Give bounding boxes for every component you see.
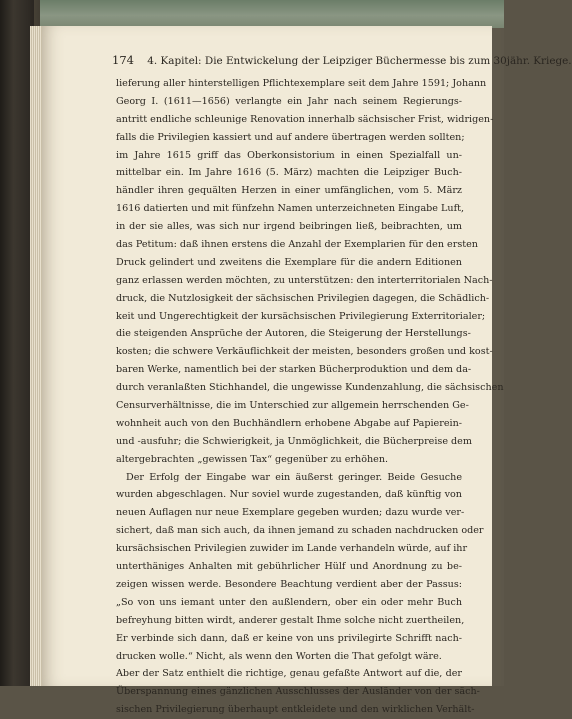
- text-line: die steigenden Ansprüche der Autoren, die Steigerung der Herstellungs-: [116, 328, 471, 340]
- text-line: kosten; die schwere Verkäuflichkeit der meisten, besonders großen und kost-: [116, 346, 493, 358]
- body-text: [116, 75, 504, 719]
- running-title: 4. Kapitel: Die Entwickelung der Leipziger Büchermesse bis zum 30jähr. Kriege.: [147, 55, 572, 67]
- text-line: Der Erfolg der Eingabe war ein äußerst geringer. Beide Gesuche: [126, 471, 462, 483]
- text-line: 1616 datierten und mit fünfzehn Namen unterzeichneten Eingabe Luft,: [116, 203, 465, 215]
- text-line: keit und Ungerechtigkeit der kursächsischen Privilegierung Exterritorialer;: [116, 310, 486, 322]
- text-line: befreyhung bitten wirdt, anderer gestalt Ihme solche nicht zuertheilen,: [116, 614, 465, 626]
- text-line: im Jahre 1615 griff das Oberkonsistorium in einen Spezialfall un-: [116, 149, 462, 161]
- text-line: Überspannung eines gänzlichen Ausschlusses der Ausländer von der säch-: [116, 686, 480, 698]
- text-line: falls die Privilegien kassiert und auf andere übertragen werden sollten;: [116, 131, 465, 143]
- text-line: Druck gelindert und zweitens die Exemplare für die andern Editionen: [116, 256, 462, 268]
- book-cover-top-edge: [40, 0, 504, 28]
- text-line: kursächsischen Privilegien zuwider im Lande verhandeln würde, auf ihr: [116, 543, 468, 555]
- text-line: altergebrachten „gewissen Tax“ gegenüber zu erhöhen.: [116, 453, 389, 465]
- text-line: baren Werke, namentlich bei der starken Bücherproduktion und dem da-: [116, 364, 472, 376]
- text-line: Georg I. (1611—1656) verlangte ein Jahr nach seinem Regierungs-: [116, 95, 462, 107]
- text-line: drucken wolle.“ Nicht, als wenn den Worten die That gefolgt wäre.: [116, 650, 442, 662]
- text-line: wurden abgeschlagen. Nur soviel wurde zugestanden, daß künftig von: [116, 489, 462, 501]
- text-line: und -ausfuhr; die Schwierigkeit, ja Unmöglichkeit, die Bücherpreise dem: [116, 435, 472, 447]
- book-spine: [0, 0, 34, 686]
- text-line: durch veranlaßten Stichhandel, die ungewisse Kundenzahlung, die sächsischen: [116, 382, 504, 394]
- text-line: antritt endliche schleunige Renovation innerhalb sächsischer Frist, widrigen-: [116, 113, 494, 125]
- text-line: neuen Auflagen nur neue Exemplare gegeben wurden; dazu wurde ver-: [116, 507, 465, 519]
- text-line: zeigen wissen werde. Besondere Beachtung verdient aber der Passus:: [116, 578, 462, 590]
- text-line: lieferung aller hinterstelligen Pflichtexemplare seit dem Jahre 1591; Johann: [116, 78, 487, 89]
- text-line: Aber der Satz enthielt die richtige, genau gefaßte Antwort auf die, der: [116, 668, 462, 680]
- text-line: Censurverhältnisse, die im Unterschied zur allgemein herrschenden Ge-: [116, 400, 469, 412]
- page-number: 174: [112, 53, 134, 67]
- text-line: in der sie alles, was sich nur irgend beibringen ließ, beibrachten, um: [116, 221, 462, 233]
- running-header: [112, 53, 572, 67]
- text-line: händler ihren gequälten Herzen in einer umfänglichen, vom 5. März: [116, 185, 462, 197]
- text-line: sischen Privilegierung überhaupt entkleidete und den wirklichen Verhält-: [116, 704, 475, 716]
- text-line: wohnheit auch von den Buchhändlern erhobene Abgabe auf Papierein-: [116, 417, 462, 429]
- text-line: unterthäniges Anhalten mit gebührlicher Hülf und Anordnung zu be-: [116, 561, 462, 573]
- text-line: das Petitum: daß ihnen erstens die Anzahl der Exemplarien für den ersten: [116, 239, 478, 251]
- text-line: Er verbinde sich dann, daß er keine von uns privilegirte Schrifft nach-: [116, 632, 462, 644]
- text-line: ganz erlassen werden möchten, zu unterstützen: den interterritorialen Nach-: [116, 274, 493, 286]
- text-line: „So von uns iemant unter den außlendern, ober ein oder mehr Buch: [116, 596, 462, 608]
- text-line: sichert, daß man sich auch, da ihnen jemand zu schaden nachdrucken oder: [116, 525, 484, 537]
- text-line: druck, die Nutzlosigkeit der sächsischen Privilegien dagegen, die Schädlich-: [116, 292, 490, 304]
- text-line: mittelbar ein. Im Jahre 1616 (5. März) machten die Leipziger Buch-: [116, 167, 462, 179]
